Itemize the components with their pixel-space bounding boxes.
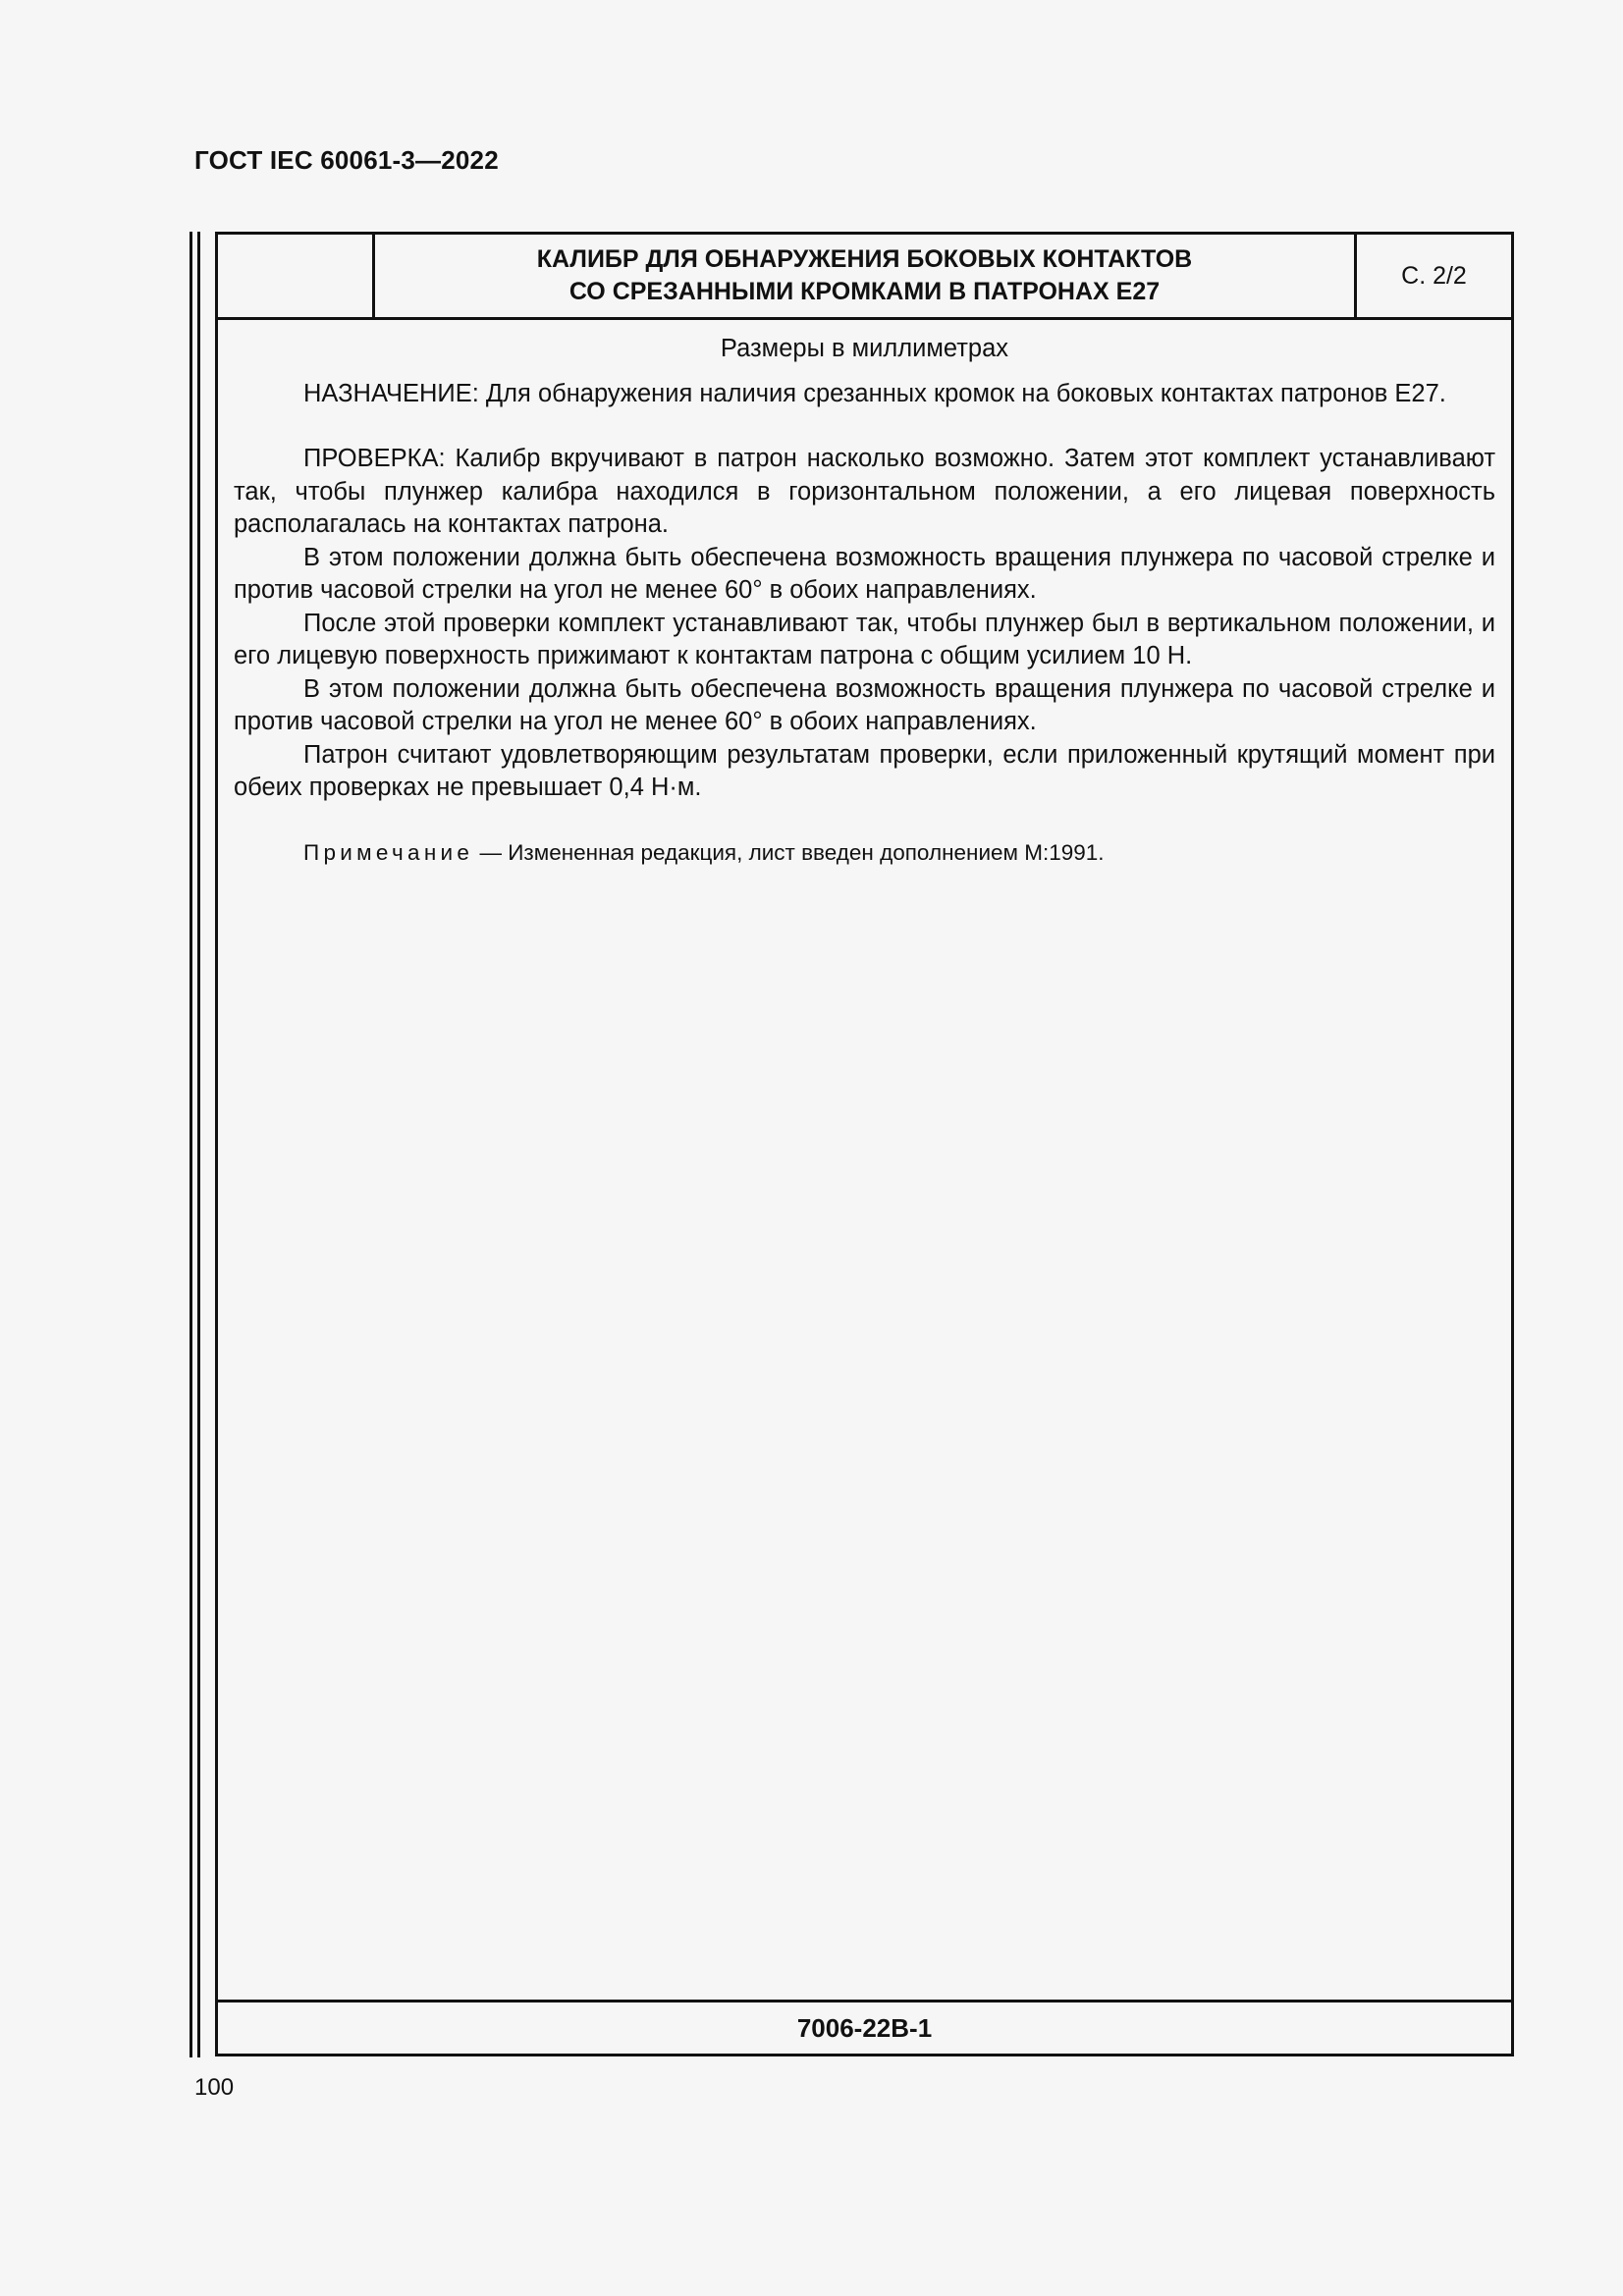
note-label: Примечание	[303, 839, 474, 865]
check-paragraph: После этой проверки комплект устанавливают так, чтобы плунжер был в вертикальном положении, и его лицевую поверхность прижимают к контактам патрона с общим усилием 10 Н.	[234, 609, 1495, 669]
purpose-paragraph: НАЗНАЧЕНИЕ: Для обнаружения наличия срезанных кромок на боковых контактах патронов Е27.	[303, 379, 1446, 407]
sheet-reference: С. 2/2	[1401, 261, 1467, 290]
sheet-content	[234, 333, 1495, 868]
sheet-title	[375, 235, 1357, 317]
units-caption: Размеры в миллиметрах	[720, 335, 1009, 362]
note-text: — Измененная редакция, лист введен дополнением М:1991.	[473, 839, 1105, 865]
title-block	[218, 235, 1511, 320]
binding-line-outer	[189, 232, 192, 2057]
check-paragraph: В этом положении должна быть обеспечена возможность вращения плунжера по часовой стрелке и против часовой стрелки на угол не менее 60° в обоих направлениях.	[234, 674, 1495, 735]
check-paragraph: Патрон считают удовлетворяющим результатам проверки, если приложенный крутящий момент при обеих проверках не превышает 0,4 Н·м.	[234, 740, 1495, 801]
binding-line-inner	[197, 232, 200, 2057]
title-empty-cell	[218, 235, 375, 317]
paragraph-gap	[234, 410, 1495, 443]
check-paragraph: В этом положении должна быть обеспечена возможность вращения плунжера по часовой стрелке и против часовой стрелки на угол не менее 60° в обоих направлениях.	[234, 543, 1495, 604]
sheet-frame	[215, 232, 1514, 2056]
sheet-title-line-2: СО СРЕЗАННЫМИ КРОМКАМИ В ПАТРОНАХ Е27	[568, 278, 1161, 305]
sheet-title-line-1: КАЛИБР ДЛЯ ОБНАРУЖЕНИЯ БОКОВЫХ КОНТАКТОВ	[536, 245, 1193, 273]
page-number: 100	[194, 2074, 235, 2101]
check-paragraph: ПРОВЕРКА: Калибр вкручивают в патрон насколько возможно. Затем этот комплект устанавливают так, чтобы плунжер калибра находился в горизонтальном положении, а его лицевая поверхность располагалась на контактах патрона.	[234, 445, 1495, 538]
sheet-code: 7006-22В-1	[218, 2000, 1511, 2054]
document-header: ГОСТ IEC 60061-3—2022	[194, 145, 499, 175]
note	[234, 838, 1495, 868]
